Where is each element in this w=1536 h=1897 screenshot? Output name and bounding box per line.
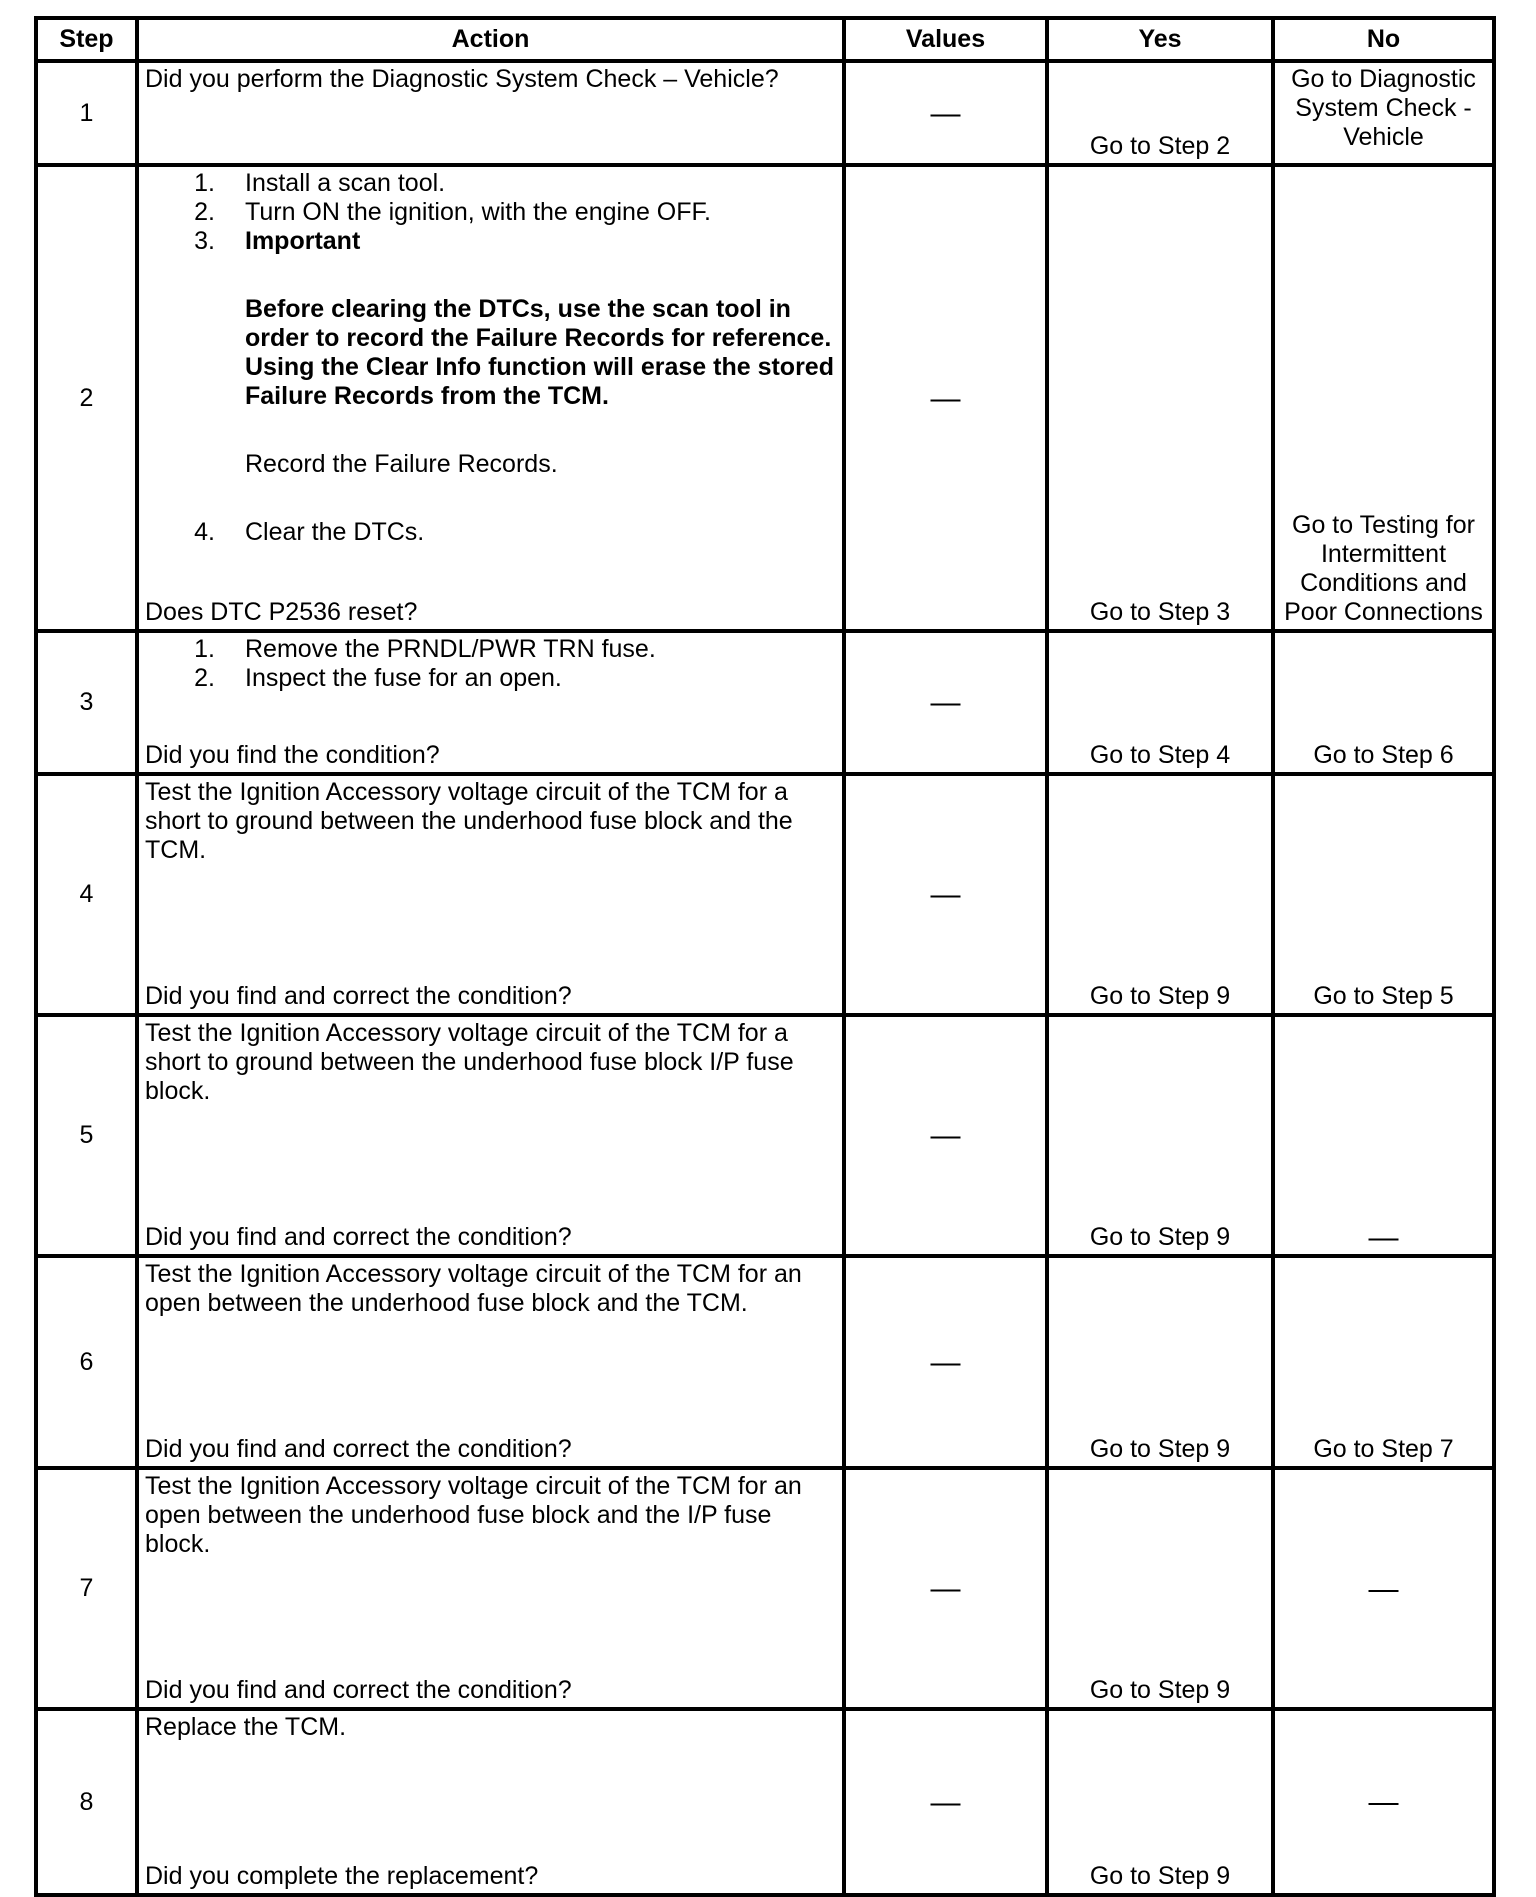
no-cell: —: [1368, 1785, 1399, 1819]
list-item: 2. Turn ON the ignition, with the engine OFF.: [194, 198, 711, 226]
no-link[interactable]: Go to Step 6: [1313, 741, 1454, 769]
table-row: [36, 1256, 1494, 1468]
values-cell: —: [844, 61, 1047, 165]
diagnostic-table: [34, 16, 1496, 1897]
step-number: 1: [36, 61, 137, 165]
yes-link[interactable]: Go to Step 9: [1089, 1676, 1231, 1704]
header-yes: Yes: [1047, 18, 1273, 61]
header-step: Step: [36, 18, 137, 61]
action-text: Test the Ignition Accessory voltage circuit of the TCM for a short to ground between the underhood fuse block and the TCM.: [145, 778, 793, 864]
header-values: Values: [844, 18, 1047, 61]
yes-link[interactable]: Go to Step 9: [1089, 1435, 1231, 1463]
values-cell: —: [844, 165, 1047, 631]
values-cell: —: [844, 1709, 1047, 1895]
no-cell: —: [1368, 1221, 1399, 1254]
values-cell: —: [844, 774, 1047, 1015]
no-link[interactable]: Go to Testing for Intermittent Conditions and Poor Connections: [1284, 511, 1483, 626]
question-text: Did you find and correct the condition?: [145, 1676, 572, 1704]
important-label: Important: [245, 227, 361, 255]
values-cell: —: [844, 1256, 1047, 1468]
table-row: [36, 1015, 1494, 1256]
yes-link[interactable]: Go to Step 3: [1089, 598, 1231, 626]
step-number: 6: [36, 1256, 137, 1468]
action-text: Test the Ignition Accessory voltage circuit of the TCM for an open between the underhood fuse block and the TCM.: [145, 1260, 802, 1317]
action-text: Replace the TCM.: [145, 1713, 347, 1741]
question-text: Does DTC P2536 reset?: [145, 598, 418, 626]
question-text: Did you find and correct the condition?: [145, 1223, 572, 1251]
record-instruction: Record the Failure Records.: [245, 450, 558, 478]
question-text: Did you find and correct the condition?: [145, 982, 572, 1010]
header-action: Action: [137, 18, 844, 61]
no-link[interactable]: Go to Diagnostic System Check - Vehicle: [1291, 65, 1476, 151]
yes-link[interactable]: Go to Step 9: [1089, 982, 1231, 1010]
important-note: Before clearing the DTCs, use the scan tool in order to record the Failure Records for reference. Using the Clear Info function will erase the stored Failure Records from the TCM.: [245, 295, 834, 410]
no-cell: —: [1368, 1572, 1399, 1605]
table-row: [36, 61, 1494, 165]
table-row: [36, 774, 1494, 1015]
table-row: [36, 165, 1494, 631]
yes-link[interactable]: Go to Step 4: [1089, 741, 1231, 769]
header-no: No: [1273, 18, 1494, 61]
list-item: 1. Remove the PRNDL/PWR TRN fuse.: [194, 635, 656, 663]
question-text: Did you complete the replacement?: [145, 1862, 539, 1890]
action-text: Test the Ignition Accessory voltage circuit of the TCM for a short to ground between the underhood fuse block I/P fuse block.: [145, 1019, 794, 1105]
table-row: [36, 1468, 1494, 1709]
yes-link[interactable]: Go to Step 9: [1089, 1223, 1231, 1251]
step-number: 2: [36, 165, 137, 631]
list-item: 2. Inspect the fuse for an open.: [194, 664, 562, 692]
values-cell: —: [844, 631, 1047, 774]
action-text: Did you perform the Diagnostic System Check – Vehicle?: [145, 65, 779, 93]
step-number: 4: [36, 774, 137, 1015]
table-row: [36, 1709, 1494, 1895]
step-number: 5: [36, 1015, 137, 1256]
yes-link[interactable]: Go to Step 2: [1089, 132, 1231, 160]
step-number: 8: [36, 1709, 137, 1895]
list-item: 1. Install a scan tool.: [194, 169, 446, 197]
step-number: 3: [36, 631, 137, 774]
values-cell: —: [844, 1468, 1047, 1709]
no-link[interactable]: Go to Step 5: [1313, 982, 1454, 1010]
list-item: 3. Important: [145, 227, 838, 256]
action-steps: [145, 169, 838, 627]
question-text: Did you find and correct the condition?: [145, 1435, 572, 1463]
step-number: 7: [36, 1468, 137, 1709]
table-row: [36, 631, 1494, 774]
yes-link[interactable]: Go to Step 9: [1089, 1862, 1231, 1890]
question-text: Did you find the condition?: [145, 741, 440, 769]
values-cell: —: [844, 1015, 1047, 1256]
header-row: [36, 18, 1494, 61]
no-link[interactable]: Go to Step 7: [1313, 1435, 1454, 1463]
action-text: Test the Ignition Accessory voltage circuit of the TCM for an open between the underhood fuse block and the I/P fuse block.: [145, 1472, 802, 1558]
list-item: 4. Clear the DTCs.: [194, 518, 425, 546]
